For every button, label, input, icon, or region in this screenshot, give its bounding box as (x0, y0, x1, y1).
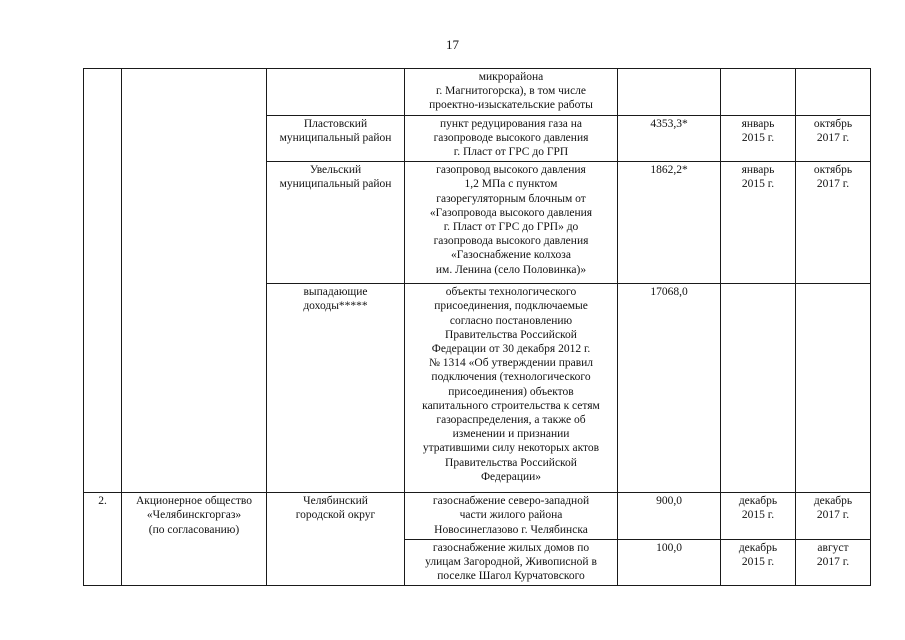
start-date-cell (721, 284, 796, 493)
organization-cell-line: «Челябинскгоргаз» (146, 509, 242, 522)
end-date-cell (796, 284, 871, 493)
object-cell-line: объекты технологического (445, 286, 577, 299)
object-cell (405, 284, 618, 493)
district-cell-line: Пластовский (303, 117, 368, 130)
organization-cell (122, 69, 267, 493)
object-cell (405, 69, 618, 116)
object-cell-line: пункт редуцирования газа на (440, 117, 582, 130)
end-date-cell-line: октябрь (813, 117, 853, 130)
object-cell-line: поселке Шагол Курчатовского (437, 570, 585, 583)
organization-cell-line: Акционерное общество (135, 495, 253, 508)
object-cell-line: капитального строительства к сетям (422, 399, 600, 412)
district-cell-line: Челябинский (303, 495, 368, 508)
object-cell-line: газораспределения, а также об (436, 414, 586, 427)
start-date-cell-line: 2015 г. (741, 509, 775, 522)
object-cell-line: Новосинеглазово г. Челябинска (434, 523, 588, 536)
amount-cell: 17068,0 (618, 284, 721, 493)
district-cell-line: муниципальный район (279, 131, 392, 144)
table-body (84, 69, 871, 586)
amount-cell: 900,0 (618, 493, 721, 540)
object-cell-line: газоснабжение жилых домов по (432, 541, 590, 554)
end-date-cell-line: август (817, 541, 849, 554)
object-cell-line: газопроводе высокого давления (433, 131, 589, 144)
end-date-cell (796, 162, 871, 284)
end-date-cell (796, 69, 871, 116)
start-date-cell (721, 115, 796, 162)
object-cell-line: присоединения, подключаемые (434, 300, 588, 313)
end-date-cell (796, 493, 871, 540)
district-cell-line: муниципальный район (279, 178, 392, 191)
amount-cell: 4353,3* (618, 115, 721, 162)
district-cell-line: городской округ (295, 509, 376, 522)
object-cell-line: «Газопровода высокого давления (429, 206, 593, 219)
object-cell-line: Федерации от 30 декабря 2012 г. (431, 343, 591, 356)
start-date-cell-line: январь (741, 117, 775, 130)
object-cell-line: 1,2 МПа с пунктом (464, 178, 558, 191)
object-cell-line: подключения (технологического (431, 371, 591, 384)
object-cell-line: согласно постановлению (449, 314, 573, 327)
table-row (84, 493, 871, 540)
object-cell-line: Правительства Российской (445, 328, 577, 341)
start-date-cell (721, 162, 796, 284)
object-cell-line: Правительства Российской (445, 456, 577, 469)
end-date-cell-line: 2017 г. (816, 556, 850, 569)
object-cell-line: изменении и признании (452, 428, 570, 441)
object-cell (405, 539, 618, 586)
object-cell-line: № 1314 «Об утверждении правил (428, 357, 594, 370)
object-cell-line: проектно-изыскательские работы (429, 99, 593, 112)
district-cell (267, 493, 405, 586)
district-cell-line: Увельский (309, 164, 362, 177)
end-date-cell-line: 2017 г. (816, 131, 850, 144)
end-date-cell-line: 2017 г. (816, 178, 850, 191)
start-date-cell-line: 2015 г. (741, 131, 775, 144)
object-cell-line: «Газоснабжение колхоза (451, 249, 571, 262)
table-row (84, 69, 871, 116)
number-cell (84, 69, 122, 493)
page-number: 17 (446, 37, 459, 52)
object-cell (405, 493, 618, 540)
object-cell-line: микрорайона (478, 71, 544, 83)
organization-cell (122, 493, 267, 586)
end-date-cell (796, 115, 871, 162)
object-cell-line: газопровод высокого давления (436, 164, 586, 177)
object-cell (405, 115, 618, 162)
start-date-cell-line: декабрь (738, 495, 778, 508)
end-date-cell-line: 2017 г. (816, 509, 850, 522)
object-cell-line: улицам Загородной, Живописной в (425, 556, 597, 569)
object-cell-line: утратившими силу некоторых актов (422, 442, 600, 455)
object-cell-line: газопровода высокого давления (433, 235, 589, 248)
district-cell-line: выпадающие (303, 286, 368, 299)
object-cell-line: присоединения) объектов (448, 385, 574, 398)
number-cell: 2. (84, 493, 122, 586)
start-date-cell-line: 2015 г. (741, 556, 775, 569)
district-cell (267, 162, 405, 284)
organization-cell-line: (по согласованию) (148, 523, 240, 536)
object-cell-line: г. Пласт от ГРС до ГРП (453, 146, 569, 159)
end-date-cell (796, 539, 871, 586)
district-cell (267, 284, 405, 493)
object-cell-line: им. Ленина (село Половинка)» (435, 263, 587, 276)
amount-cell (618, 69, 721, 116)
amount-cell: 1862,2* (618, 162, 721, 284)
object-cell-line: Федерации» (480, 470, 542, 483)
district-cell (267, 69, 405, 116)
end-date-cell-line: октябрь (813, 164, 853, 177)
start-date-cell-line: 2015 г. (741, 178, 775, 191)
object-cell-line: г. Магнитогорска), в том числе (435, 85, 587, 98)
object-cell-line: части жилого района (459, 509, 563, 522)
district-cell (267, 115, 405, 162)
object-cell-line: газорегуляторным блочным от (436, 192, 586, 205)
object-cell (405, 162, 618, 284)
district-cell-line: доходы***** (303, 300, 368, 313)
investment-table (83, 68, 871, 586)
object-cell-line: г. Пласт от ГРС до ГРП» до (443, 221, 579, 234)
start-date-cell (721, 493, 796, 540)
amount-cell: 100,0 (618, 539, 721, 586)
start-date-cell (721, 69, 796, 116)
object-cell-line: газоснабжение северо-западной (432, 495, 590, 508)
start-date-cell (721, 539, 796, 586)
start-date-cell-line: декабрь (738, 541, 778, 554)
end-date-cell-line: декабрь (813, 495, 853, 508)
start-date-cell-line: январь (741, 164, 775, 177)
